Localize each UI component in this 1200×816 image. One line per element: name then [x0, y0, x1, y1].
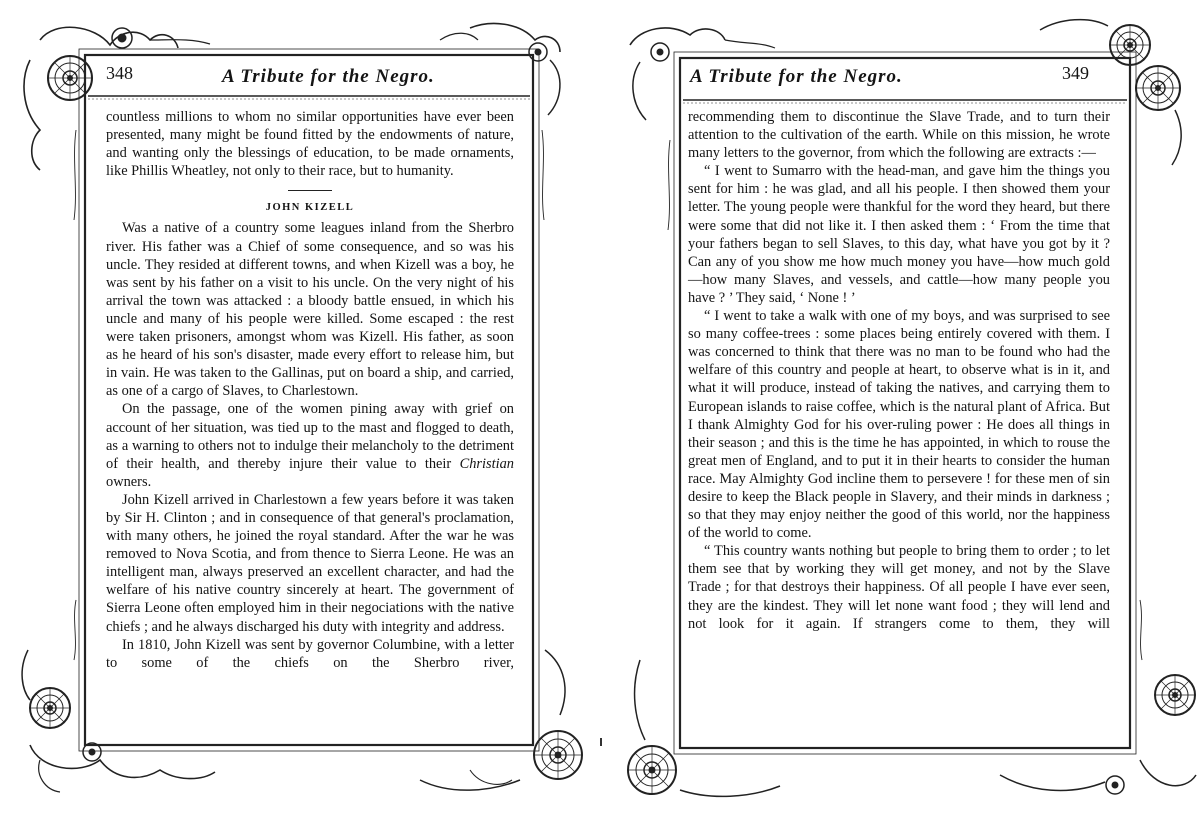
running-head: A Tribute for the Negro.	[690, 66, 903, 87]
paragraph: In 1810, John Kizell was sent by governor Columbine, with a letter to some of the chiefs on the Sherbro river,	[106, 636, 514, 671]
right-page-body	[688, 108, 1110, 633]
running-head: A Tribute for the Negro.	[222, 66, 435, 87]
paragraph: recommending them to discontinue the Slave Trade, and to turn their attention to the cultivation of the earth. While on this mission, he wrote many letters to the governor, from which the following are extracts :—	[688, 109, 1110, 162]
paragraph	[106, 400, 514, 490]
paragraph-text: owners.	[106, 473, 152, 490]
paragraph-text: On the passage, one of the women pining away with grief on account of her situation, was tied up to the mast and flogged to death, as a warning to others not to indulge their melancholy to the detriment of their health, and thereby injure their value to their	[106, 401, 514, 472]
page-number: 348	[106, 63, 133, 83]
italic-word: Christian	[459, 455, 514, 472]
paragraph: John Kizell arrived in Charlestown a few years before it was taken by Sir H. Clinton ; and in consequence of that general's proclamation, with many others, he joined the royal standard. After the war he was removed to Nova Scotia, and from thence to Sierra Leone. He was an intelligent man, always preserved an excellent character, and had the welfare of his native country sincerely at heart. The government of Sierra Leone often employed him in their negociations with the native chiefs ; and he always discharged his duty with integrity and address.	[106, 491, 514, 635]
section-heading: JOHN KIZELL	[265, 202, 355, 214]
paragraph: countless millions to whom no similar opportunities have ever been presented, many might be found fitted by the endowments of nature, and wanting only the blessings of education, to be made ornaments, like Phillis Wheatley, not only to their race, but to humanity.	[106, 109, 514, 180]
paragraph: “ I went to Sumarro with the head-man, and gave him the things you sent for him : he was glad, and all his people. I then showed them your letter. The young people were thankful for the word they heard, but there were some that did not like it. I then asked them : ‘ From the time that your fathers began to sell Slaves, to this day, what have you got by it ? Can any of you show me how much money you have—how much gold—how many Slaves, and vessels, and cattle—how many people you have ? ’ They said, ‘ None ! ’	[688, 163, 1110, 306]
paragraph: Was a native of a country some leagues inland from the Sherbro river. His father was a Chief of some consequence, and so was his uncle. They resided at different towns, and when Kizell was a boy, he was sent by his father on a visit to his uncle. On the very night of his arrival the town was attacked : a bloody battle ensued, in which his uncle and many of his people were killed. Some escaped : the rest were taken prisoners, amongst whom was Kizell. His father, as soon as he heard of his son's disaster, made every effort to release him, but in vain. He was taken to the Gallinas, put on board a ship, and carried, as one of a cargo of Slaves, to Charlestown.	[106, 220, 514, 400]
paragraph: “ I went to take a walk with one of my boys, and was surprised to see so many coffee-trees : some places being entirely covered with them. I was concerned to think that there was no man to be found who had the welfare of this country and people at heart, to observe what is in it, and what it will produce, instead of taking the natives, and carrying them to European islands to raise coffee, which is the natural plant of Africa. But I thank Almighty God for his over-ruling power : He does all things in their season ; and this is the time he has appointed, in which to rouse the great men of England, and to put it in their hearts to consider the human race. May Almighty God incline them to persevere ! for these men of sin desire to keep the Black people in Slavery, and their minds in darkness ; so that they may enjoy neither the good of this world, nor the happiness of the world to come.	[688, 308, 1110, 542]
left-page-body	[106, 108, 514, 672]
right-page	[600, 0, 1200, 816]
page-number: 349	[1062, 63, 1089, 83]
section-divider	[288, 190, 332, 191]
corner-scroll-ornament	[440, 24, 560, 115]
corner-rosette-ornament-bottom	[628, 660, 780, 796]
corner-rosette-ornament-bottom-right	[1000, 675, 1196, 794]
paragraph: “ This country wants nothing but people to bring them to order ; to let them see that by working they will get money, and not by the Slave Trade ; for that destroys their happiness. Of all people I have ever seen, they are the kindest. They will let none want food ; they will lend and not look for it again. If strangers come to them, they will	[688, 543, 1110, 632]
